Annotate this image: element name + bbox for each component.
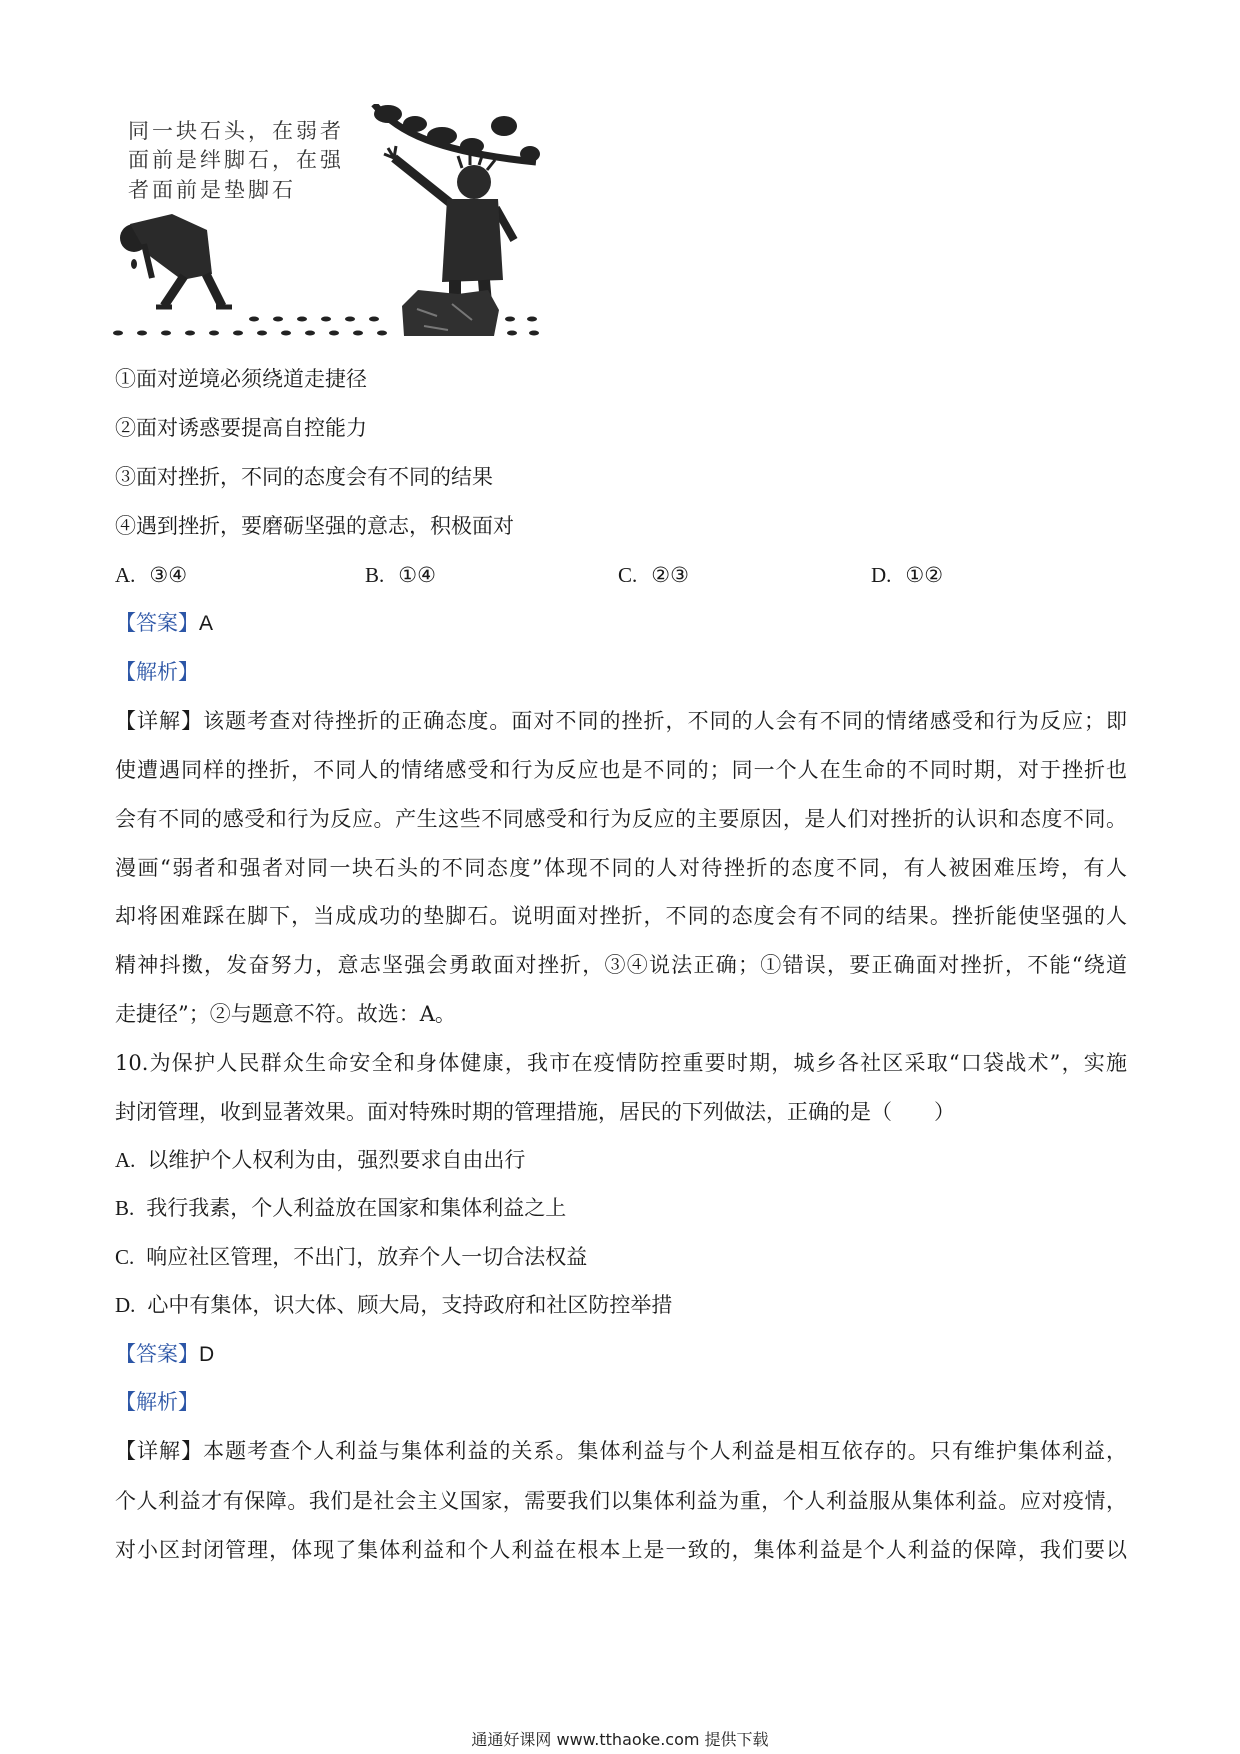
footprint bbox=[329, 331, 339, 336]
footprint bbox=[281, 331, 291, 336]
option-text: 心中有集体，识大体、顾大局，支持政府和社区防控举措 bbox=[147, 1293, 673, 1317]
q9-option-c bbox=[618, 560, 689, 590]
answer-value: A bbox=[199, 612, 214, 635]
q9-detail-line: 使遭遇同样的挫折，不同人的情绪感受和行为反应也是不同的；同一个人在生命的不同时期，对于挫折也 bbox=[115, 758, 1127, 782]
q9-detail-line: 精神抖擞，发奋努力，意志坚强会勇敢面对挫折，③④说法正确；①错误，要正确面对挫折，不能“绕道 bbox=[115, 953, 1127, 977]
answer-label: 【答案】 bbox=[115, 611, 199, 635]
q10-detail-line: 个人利益才有保障。我们是社会主义国家，需要我们以集体利益为重，个人利益服从集体利益。应对疫情， bbox=[115, 1489, 1127, 1513]
q9-option-d bbox=[871, 560, 943, 590]
footprint bbox=[233, 331, 243, 336]
footprint bbox=[257, 331, 267, 336]
strong-figure-body bbox=[442, 199, 503, 282]
option-label: A. bbox=[115, 1148, 136, 1172]
leaf-cluster bbox=[403, 116, 427, 132]
leaf-cluster bbox=[460, 138, 484, 154]
footprint bbox=[321, 317, 331, 322]
option-label: B. bbox=[115, 1196, 135, 1220]
q9-options-row bbox=[115, 560, 1127, 590]
q9-detail-line: 却将困难踩在脚下，当成成功的垫脚石。说明面对挫折，不同的态度会有不同的结果。挫折能使坚强的人 bbox=[115, 904, 1127, 928]
strong-figure-hand bbox=[384, 146, 396, 158]
leaf-cluster bbox=[427, 127, 457, 145]
option-label: C. bbox=[115, 1245, 135, 1269]
option-text: 响应社区管理，不出门，放弃个人一切合法权益 bbox=[146, 1245, 588, 1269]
q9-option-a bbox=[115, 560, 187, 590]
footprint bbox=[353, 331, 363, 336]
footprint bbox=[297, 317, 307, 322]
cartoon-caption-line: 者面前是垫脚石 bbox=[128, 178, 296, 202]
leaf-cluster bbox=[374, 105, 402, 123]
page-footer: 通通好课网 www.tthaoke.com 提供下载 bbox=[471, 1730, 769, 1749]
q9-detail-line: 会有不同的感受和行为反应。产生这些不同感受和行为反应的主要原因，是人们对挫折的认识和态度不同。 bbox=[115, 807, 1127, 831]
q10-option-b bbox=[115, 1193, 1127, 1223]
option-text: ②③ bbox=[651, 563, 689, 587]
footprint bbox=[113, 331, 123, 336]
footprint bbox=[273, 317, 283, 322]
answer-label: 【答案】 bbox=[115, 1342, 199, 1366]
option-label: C. bbox=[618, 563, 638, 587]
option-label: D. bbox=[115, 1293, 136, 1317]
footprint bbox=[161, 331, 171, 336]
q9-statement: ①面对逆境必须绕道走捷径 bbox=[115, 367, 367, 391]
strong-figure-head bbox=[457, 165, 491, 199]
option-text: ①④ bbox=[398, 563, 436, 587]
q9-statement: ③面对挫折，不同的态度会有不同的结果 bbox=[115, 465, 493, 489]
weak-figure-legs bbox=[164, 274, 222, 306]
q9-statement: ④遇到挫折，要磨砺坚强的意志，积极面对 bbox=[115, 514, 514, 538]
cartoon-caption-line: 同一块石头，在弱者 bbox=[128, 119, 344, 143]
q10-detail-line: 对小区封闭管理，体现了集体利益和个人利益在根本上是一致的，集体利益是个人利益的保障，我们要以 bbox=[115, 1538, 1127, 1562]
footprint bbox=[527, 317, 537, 322]
q9-analysis-label: 【解析】 bbox=[115, 660, 199, 684]
footprint bbox=[369, 317, 379, 322]
footprint bbox=[137, 331, 147, 336]
q10-detail-line: 【详解】本题考查个人利益与集体利益的关系。集体利益与个人利益是相互依存的。只有维护集体利益， bbox=[115, 1439, 1127, 1463]
q9-detail-line: 【详解】该题考查对待挫折的正确态度。面对不同的挫折，不同的人会有不同的情绪感受和行为反应；即 bbox=[115, 709, 1127, 733]
cartoon-caption-line: 面前是绊脚石，在强 bbox=[128, 148, 344, 172]
q9-option-b bbox=[365, 560, 436, 590]
answer-value: D bbox=[199, 1343, 215, 1366]
option-label: D. bbox=[871, 563, 892, 587]
q10-analysis-label: 【解析】 bbox=[115, 1390, 199, 1414]
q10-answer bbox=[115, 1339, 1127, 1369]
q10-option-c bbox=[115, 1242, 1127, 1272]
q10-stem-line: 封闭管理，收到显著效果。面对特殊时期的管理措施，居民的下列做法，正确的是（ ） bbox=[115, 1100, 955, 1124]
option-text: 我行我素，个人利益放在国家和集体利益之上 bbox=[146, 1196, 567, 1220]
footprint bbox=[507, 331, 517, 336]
q9-answer bbox=[115, 608, 1127, 638]
footprint bbox=[345, 317, 355, 322]
rock bbox=[402, 290, 499, 336]
strong-figure-raised-arm bbox=[394, 158, 454, 206]
option-text: ③④ bbox=[149, 563, 188, 587]
q10-stem-line: 10.为保护人民群众生命安全和身体健康，我市在疫情防控重要时期，城乡各社区采取“口袋战术”，实施 bbox=[115, 1051, 1127, 1075]
q10-option-d bbox=[115, 1290, 1127, 1320]
footprint bbox=[529, 331, 539, 336]
footprint bbox=[209, 331, 219, 336]
option-text: 以维护个人权利为由，强烈要求自由出行 bbox=[147, 1148, 526, 1172]
option-label: A. bbox=[115, 563, 136, 587]
footprint bbox=[305, 331, 315, 336]
footprint bbox=[185, 331, 195, 336]
q10-option-a bbox=[115, 1145, 1127, 1175]
leaf-cluster bbox=[520, 146, 540, 162]
leaf-cluster bbox=[491, 116, 517, 136]
q9-detail-line: 走捷径”；②与题意不符。故选：A。 bbox=[115, 1002, 456, 1026]
tear-drop bbox=[131, 259, 137, 269]
cartoon-illustration bbox=[112, 104, 540, 340]
option-text: ①② bbox=[905, 563, 944, 587]
q9-detail-line: 漫画“弱者和强者对同一块石头的不同态度”体现不同的人对待挫折的态度不同，有人被困难压垮，有人 bbox=[115, 856, 1127, 880]
option-label: B. bbox=[365, 563, 385, 587]
footprint bbox=[377, 331, 387, 336]
footprint bbox=[505, 317, 515, 322]
q9-statement: ②面对诱惑要提高自控能力 bbox=[115, 416, 367, 440]
footprint bbox=[249, 317, 259, 322]
